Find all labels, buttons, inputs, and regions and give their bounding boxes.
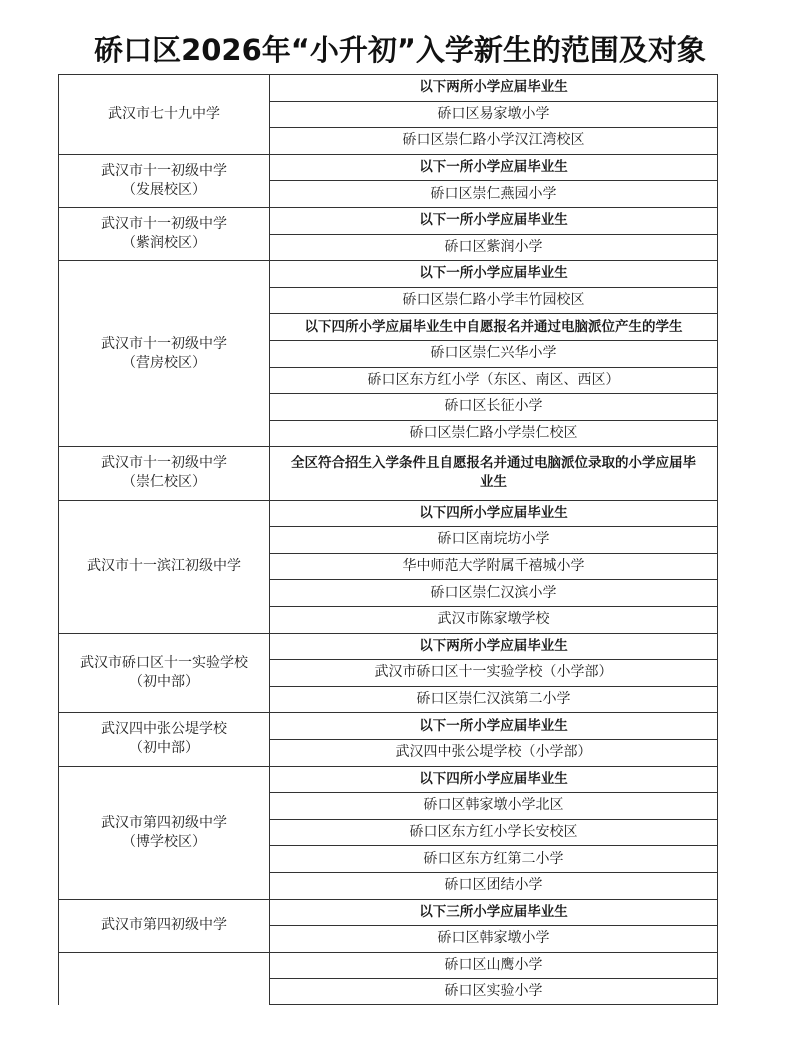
middle-school-cell bbox=[58, 952, 269, 1005]
middle-school-cell bbox=[58, 154, 269, 207]
primary-school-cell: 硚口区东方红第二小学 bbox=[269, 845, 718, 872]
primary-school-cell: 硚口区崇仁路小学汉江湾校区 bbox=[269, 127, 718, 154]
primary-school-cell: 硚口区崇仁路小学崇仁校区 bbox=[269, 420, 718, 447]
primary-school-cell: 硚口区易家墩小学 bbox=[269, 101, 718, 128]
middle-school-cell bbox=[58, 207, 269, 260]
middle-school-name-line: （初中部） bbox=[129, 673, 199, 690]
primary-school-cell: 武汉市陈家墩学校 bbox=[269, 606, 718, 633]
primary-school-cell: 硚口区南垸坊小学 bbox=[269, 526, 718, 553]
primary-school-cell: 硚口区东方红小学长安校区 bbox=[269, 819, 718, 846]
primary-school-cell: 硚口区实验小学 bbox=[269, 978, 718, 1005]
primary-school-cell: 硚口区崇仁燕园小学 bbox=[269, 180, 718, 207]
scope-header-cell: 以下四所小学应届毕业生 bbox=[269, 500, 718, 527]
primary-school-cell: 硚口区长征小学 bbox=[269, 393, 718, 420]
primary-school-cell: 硚口区韩家墩小学北区 bbox=[269, 792, 718, 819]
primary-school-cell: 硚口区崇仁汉滨第二小学 bbox=[269, 686, 718, 713]
scope-header-cell: 以下四所小学应届毕业生中自愿报名并通过电脑派位产生的学生 bbox=[269, 313, 718, 340]
primary-school-cell: 硚口区韩家墩小学 bbox=[269, 925, 718, 952]
middle-school-cell bbox=[58, 446, 269, 499]
middle-school-name-line: 武汉市十一初级中学 bbox=[101, 162, 227, 179]
middle-school-cell bbox=[58, 712, 269, 765]
primary-school-cell: 硚口区东方红小学（东区、南区、西区） bbox=[269, 367, 718, 394]
middle-school-name-line: 武汉市十一初级中学 bbox=[101, 216, 227, 233]
middle-school-cell bbox=[58, 766, 269, 899]
middle-school-cell bbox=[58, 633, 269, 713]
scope-header-cell: 以下两所小学应届毕业生 bbox=[269, 74, 718, 101]
middle-school-name-line: 武汉市第四初级中学 bbox=[101, 917, 227, 934]
middle-school-name-line: （博学校区） bbox=[122, 833, 206, 850]
middle-school-name-line: 武汉市十一初级中学 bbox=[101, 335, 227, 352]
middle-school-name-line: 武汉四中张公堤学校 bbox=[101, 721, 227, 738]
page-title: 硚口区2026年“小升初”入学新生的范围及对象 bbox=[94, 33, 706, 67]
middle-school-cell bbox=[58, 500, 269, 633]
middle-school-cell bbox=[58, 260, 269, 446]
middle-school-cell bbox=[58, 74, 269, 154]
middle-school-name-line: 武汉市硚口区十一实验学校 bbox=[80, 654, 248, 671]
middle-school-cell bbox=[58, 899, 269, 952]
scope-header-cell: 以下四所小学应届毕业生 bbox=[269, 766, 718, 793]
primary-school-cell: 硚口区崇仁兴华小学 bbox=[269, 340, 718, 367]
scope-header-cell: 以下一所小学应届毕业生 bbox=[269, 154, 718, 181]
middle-school-name-line: 武汉市七十九中学 bbox=[108, 105, 220, 122]
middle-school-name-line: （崇仁校区） bbox=[122, 474, 206, 491]
middle-school-name-line: （发展校区） bbox=[122, 181, 206, 198]
primary-school-cell: 硚口区崇仁汉滨小学 bbox=[269, 579, 718, 606]
middle-school-name-line: 武汉市第四初级中学 bbox=[101, 814, 227, 831]
primary-school-cell: 硚口区山鹰小学 bbox=[269, 952, 718, 979]
middle-school-name-line: 武汉市十一滨江初级中学 bbox=[87, 558, 241, 575]
primary-school-cell: 硚口区团结小学 bbox=[269, 872, 718, 899]
admission-table bbox=[58, 74, 718, 1014]
middle-school-name-line: （初中部） bbox=[129, 740, 199, 757]
scope-header-cell: 以下一所小学应届毕业生 bbox=[269, 207, 718, 234]
primary-school-cell: 武汉四中张公堤学校（小学部） bbox=[269, 739, 718, 766]
primary-school-cell: 硚口区崇仁路小学丰竹园校区 bbox=[269, 287, 718, 314]
scope-header-cell: 全区符合招生入学条件且自愿报名并通过电脑派位录取的小学应届毕业生 bbox=[269, 446, 718, 499]
primary-school-cell: 硚口区紫润小学 bbox=[269, 234, 718, 261]
scope-header-cell: 以下三所小学应届毕业生 bbox=[269, 899, 718, 926]
primary-school-cell: 武汉市硚口区十一实验学校（小学部） bbox=[269, 659, 718, 686]
primary-school-cell: 华中师范大学附属千禧城小学 bbox=[269, 553, 718, 580]
middle-school-name-line: （营房校区） bbox=[122, 354, 206, 371]
middle-school-name-line: 武汉市十一初级中学 bbox=[101, 455, 227, 472]
middle-school-name-line: （紫润校区） bbox=[122, 235, 206, 252]
scope-header-cell: 以下两所小学应届毕业生 bbox=[269, 633, 718, 660]
scope-header-cell: 以下一所小学应届毕业生 bbox=[269, 712, 718, 739]
scope-header-cell: 以下一所小学应届毕业生 bbox=[269, 260, 718, 287]
